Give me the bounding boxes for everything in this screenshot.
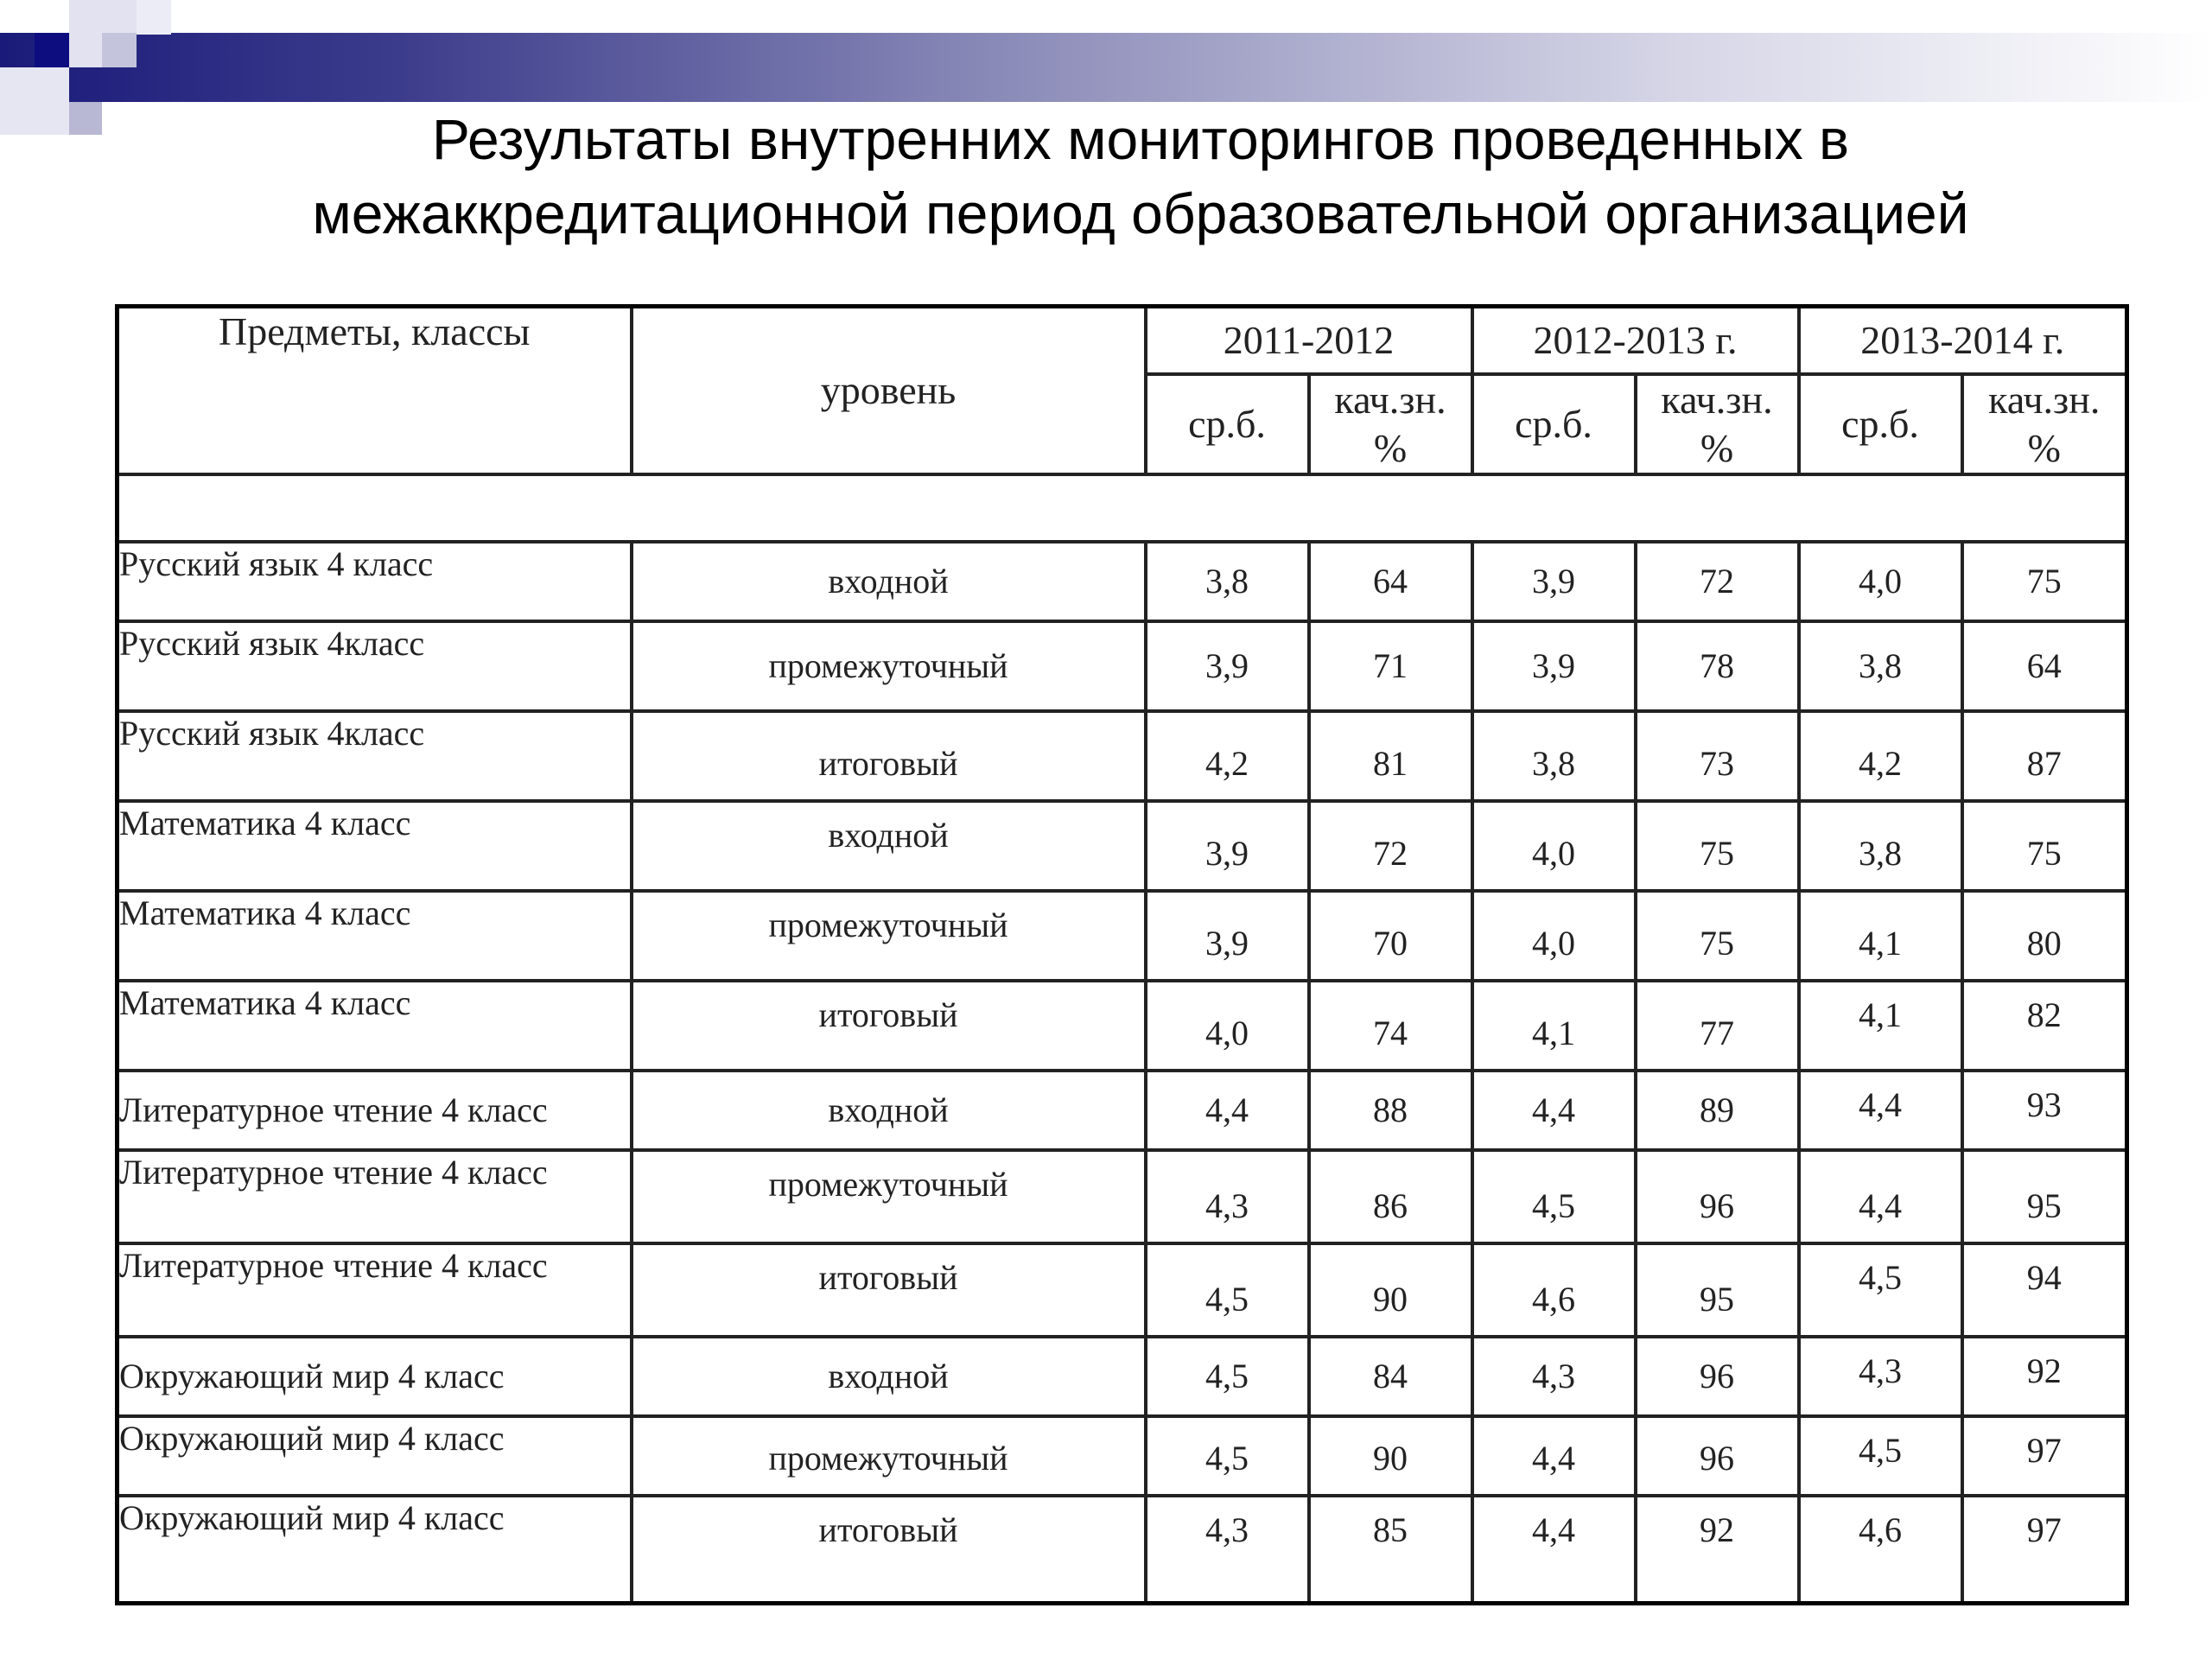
header-quality-label: кач.зн. [1988,377,2101,422]
value-cell: 3,9 [1472,542,1636,621]
table-row [118,542,2127,621]
value-cell: 90 [1309,1243,1472,1337]
value-cell: 4,3 [1799,1337,1962,1416]
value-cell: 4,5 [1472,1150,1636,1243]
subject-cell: Окружающий мир 4 класс [118,1496,632,1604]
value-cell: 4,5 [1799,1243,1962,1337]
value-cell: 4,6 [1799,1496,1962,1604]
decor-square [35,33,69,67]
decor-square [69,102,102,135]
value-cell: 4,3 [1472,1337,1636,1416]
level-cell: входной [632,1071,1146,1150]
level-cell: промежуточный [632,1416,1146,1496]
value-cell: 95 [1636,1243,1799,1337]
header-quality [1309,374,1472,474]
level-cell: входной [632,1337,1146,1416]
table-row [118,1337,2127,1416]
header-avg: ср.б. [1799,374,1962,474]
subject-cell: Литературное чтение 4 класс [118,1071,632,1150]
value-cell: 4,4 [1472,1071,1636,1150]
value-cell: 86 [1309,1150,1472,1243]
level-cell: промежуточный [632,621,1146,711]
header-quality [1636,374,1799,474]
value-cell: 4,4 [1472,1496,1636,1604]
table-row [118,1416,2127,1496]
value-cell: 75 [1962,542,2127,621]
value-cell: 3,8 [1799,801,1962,891]
value-cell: 3,9 [1472,621,1636,711]
table-row [118,891,2127,981]
table-row [118,1150,2127,1243]
value-cell: 72 [1309,801,1472,891]
value-cell: 80 [1962,891,2127,981]
value-cell: 4,4 [1799,1150,1962,1243]
subject-cell: Математика 4 класс [118,981,632,1071]
value-cell: 75 [1636,801,1799,891]
value-cell: 82 [1962,981,2127,1071]
value-cell: 94 [1962,1243,2127,1337]
value-cell: 75 [1636,891,1799,981]
value-cell: 89 [1636,1071,1799,1150]
value-cell: 96 [1636,1416,1799,1496]
level-cell: входной [632,542,1146,621]
value-cell: 4,4 [1472,1416,1636,1496]
header-year-2013: 2013-2014 г. [1799,307,2127,374]
value-cell: 4,5 [1146,1337,1309,1416]
value-cell: 3,8 [1799,621,1962,711]
value-cell: 4,5 [1799,1416,1962,1496]
level-cell: промежуточный [632,891,1146,981]
header-gradient-band [0,33,2212,102]
spacer-row [118,474,2127,542]
header-avg: ср.б. [1146,374,1309,474]
table-row [118,711,2127,801]
table-row [118,1496,2127,1604]
header-level: уровень [632,307,1146,474]
value-cell: 96 [1636,1150,1799,1243]
subject-cell: Литературное чтение 4 класс [118,1150,632,1243]
header-quality-unit: % [1700,425,1734,470]
subject-cell: Математика 4 класс [118,801,632,891]
value-cell: 93 [1962,1071,2127,1150]
header-year-2012: 2012-2013 г. [1472,307,1799,374]
title-line-1: Результаты внутренних мониторингов проведенных в [431,107,1850,171]
table-row [118,1243,2127,1337]
decor-square [0,67,69,135]
value-cell: 75 [1962,801,2127,891]
value-cell: 4,1 [1799,981,1962,1071]
subject-cell: Русский язык 4класс [118,621,632,711]
page-title [138,102,2143,251]
value-cell: 96 [1636,1337,1799,1416]
level-cell: промежуточный [632,1150,1146,1243]
header-subject: Предметы, классы [118,307,632,474]
value-cell: 92 [1636,1496,1799,1604]
value-cell: 4,0 [1146,981,1309,1071]
value-cell: 90 [1309,1416,1472,1496]
subject-cell: Окружающий мир 4 класс [118,1337,632,1416]
value-cell: 4,0 [1472,891,1636,981]
level-cell: итоговый [632,1243,1146,1337]
value-cell: 4,1 [1799,891,1962,981]
header-quality-unit: % [1373,425,1408,470]
value-cell: 73 [1636,711,1799,801]
value-cell: 97 [1962,1416,2127,1496]
table-row [118,801,2127,891]
value-cell: 88 [1309,1071,1472,1150]
level-cell: итоговый [632,1496,1146,1604]
header-avg: ср.б. [1472,374,1636,474]
decor-square [102,33,137,67]
subject-cell: Математика 4 класс [118,891,632,981]
value-cell: 4,0 [1799,542,1962,621]
value-cell: 4,2 [1799,711,1962,801]
header-year-2011: 2011-2012 [1146,307,1472,374]
table-row [118,621,2127,711]
value-cell: 3,9 [1146,621,1309,711]
value-cell: 77 [1636,981,1799,1071]
value-cell: 81 [1309,711,1472,801]
level-cell: входной [632,801,1146,891]
value-cell: 3,8 [1146,542,1309,621]
decor-square [137,0,171,35]
value-cell: 4,3 [1146,1150,1309,1243]
value-cell: 3,9 [1146,891,1309,981]
subject-cell: Русский язык 4 класс [118,542,632,621]
value-cell: 84 [1309,1337,1472,1416]
subject-cell: Русский язык 4класс [118,711,632,801]
value-cell: 92 [1962,1337,2127,1416]
value-cell: 64 [1962,621,2127,711]
table-row [118,1071,2127,1150]
subject-cell: Литературное чтение 4 класс [118,1243,632,1337]
value-cell: 4,2 [1146,711,1309,801]
value-cell: 78 [1636,621,1799,711]
level-cell: итоговый [632,981,1146,1071]
value-cell: 4,4 [1799,1071,1962,1150]
value-cell: 3,8 [1472,711,1636,801]
value-cell: 4,5 [1146,1416,1309,1496]
header-quality-unit: % [2027,425,2061,470]
value-cell: 4,4 [1146,1071,1309,1150]
value-cell: 4,5 [1146,1243,1309,1337]
title-line-2: межаккредитационной период образовательной организацией [312,181,1969,245]
value-cell: 4,0 [1472,801,1636,891]
header-row-years [118,307,2127,374]
value-cell: 95 [1962,1150,2127,1243]
value-cell: 97 [1962,1496,2127,1604]
spacer-cell [118,474,2127,542]
value-cell: 87 [1962,711,2127,801]
header-quality-label: кач.зн. [1334,377,1446,422]
value-cell: 72 [1636,542,1799,621]
table-row [118,981,2127,1071]
results-table [115,304,2129,1605]
value-cell: 3,9 [1146,801,1309,891]
value-cell: 71 [1309,621,1472,711]
value-cell: 70 [1309,891,1472,981]
value-cell: 4,3 [1146,1496,1309,1604]
value-cell: 4,6 [1472,1243,1636,1337]
subject-cell: Окружающий мир 4 класс [118,1416,632,1496]
value-cell: 85 [1309,1496,1472,1604]
header-quality-label: кач.зн. [1661,377,1773,422]
value-cell: 74 [1309,981,1472,1071]
level-cell: итоговый [632,711,1146,801]
value-cell: 64 [1309,542,1472,621]
value-cell: 4,1 [1472,981,1636,1071]
header-quality [1962,374,2127,474]
